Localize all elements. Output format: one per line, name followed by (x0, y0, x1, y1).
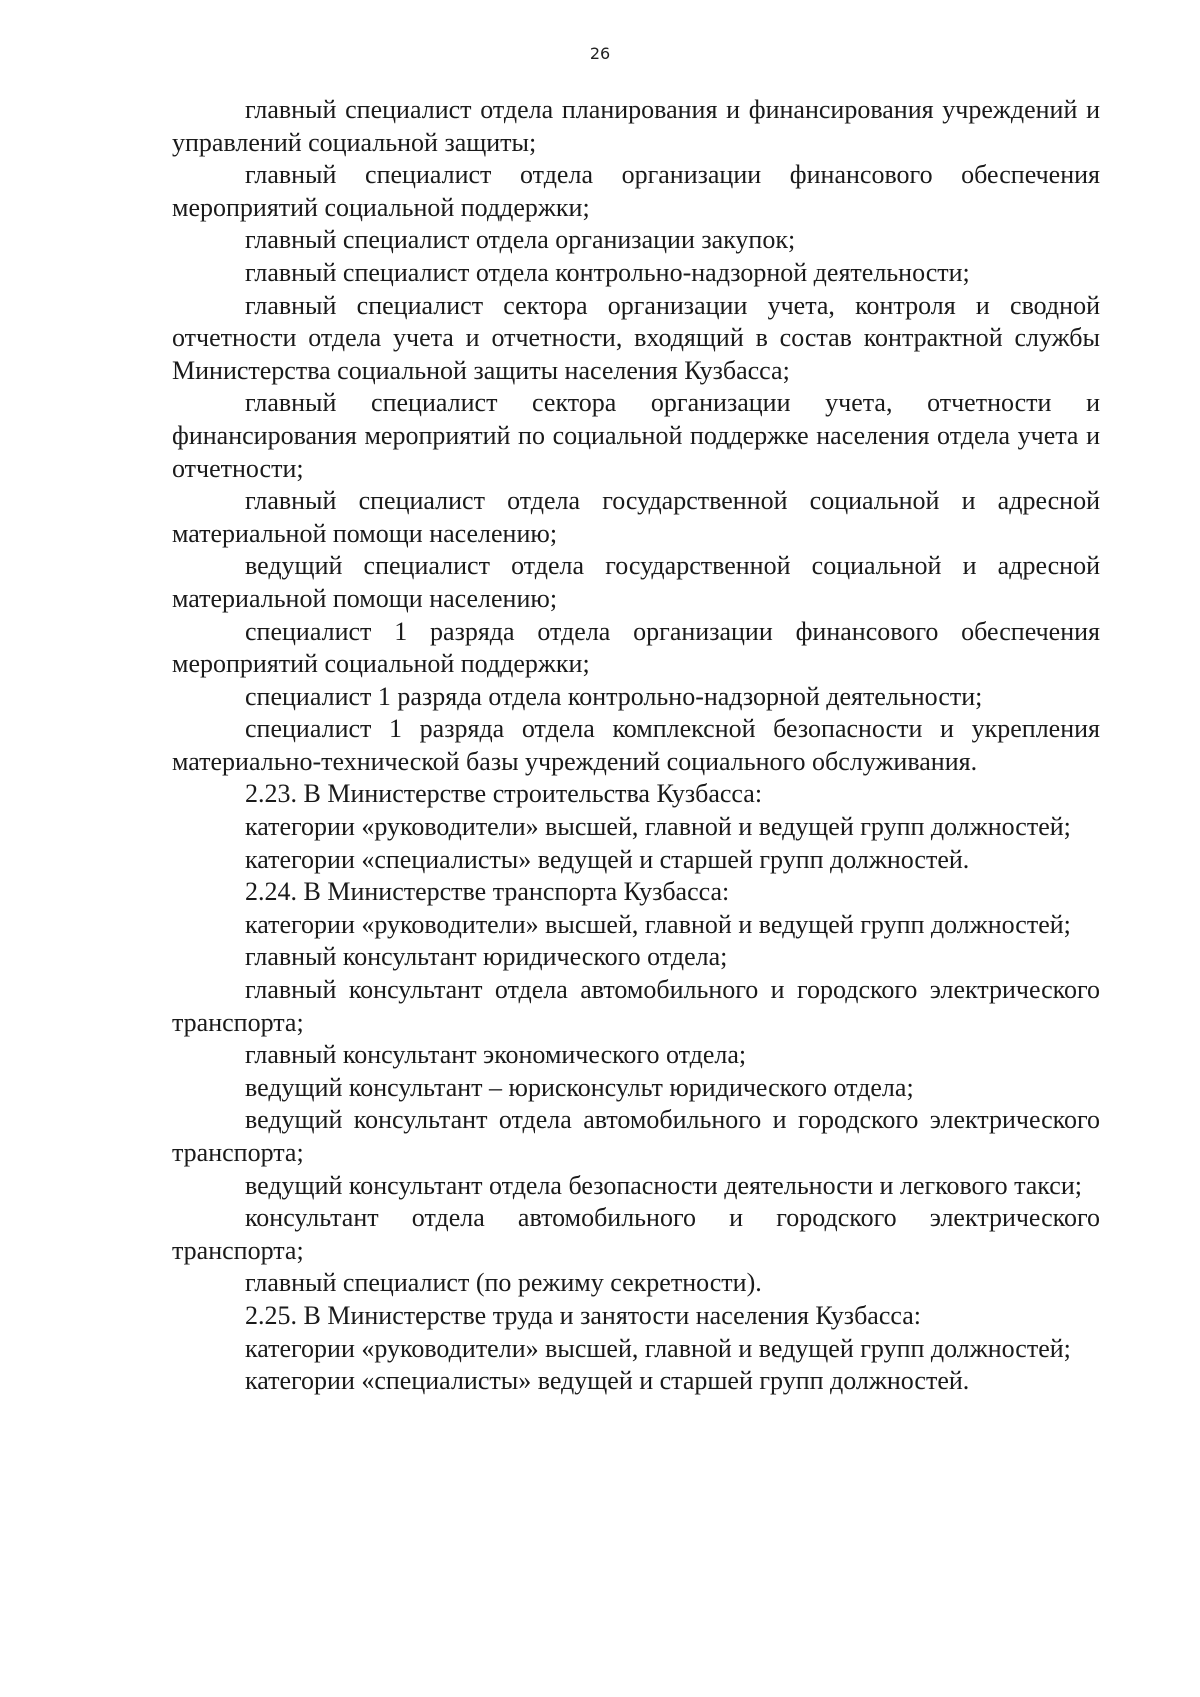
paragraph: ведущий специалист отдела государственной социальной и адресной материальной помощи населению; (172, 551, 1100, 613)
paragraph: главный специалист (по режиму секретности). (245, 1268, 762, 1298)
paragraph: категории «руководители» высшей, главной и ведущей групп должностей; (245, 1333, 1071, 1363)
paragraph: главный консультант экономического отдела; (245, 1040, 747, 1070)
paragraph: главный специалист сектора организации учета, отчетности и финансирования мероприятий по социальной поддержке населения отдела учета и отчетности; (172, 388, 1100, 483)
paragraph: главный специалист отдела государственной социальной и адресной материальной помощи населению; (172, 486, 1100, 548)
section-heading: 2.24. В Министерстве транспорта Кузбасса: (245, 877, 730, 907)
paragraph: главный специалист отдела контрольно-надзорной деятельности; (245, 257, 970, 287)
paragraph: главный специалист сектора организации учета, контроля и сводной отчетности отдела учета и отчетности, входящий в состав контрактной службы Министерства социальной защиты населения Кузбасса; (172, 290, 1100, 385)
paragraph: категории «руководители» высшей, главной и ведущей групп должностей; (245, 909, 1071, 939)
paragraph: главный специалист отдела организации финансового обеспечения мероприятий социальной поддержки; (172, 160, 1100, 222)
paragraph: специалист 1 разряда отдела комплексной безопасности и укрепления материально-технической базы учреждений социального обслуживания. (172, 714, 1100, 776)
paragraph: ведущий консультант отдела автомобильного и городского электрического транспорта; (172, 1105, 1100, 1167)
paragraph: специалист 1 разряда отдела контрольно-надзорной деятельности; (245, 681, 983, 711)
paragraph: категории «руководители» высшей, главной и ведущей групп должностей; (245, 812, 1071, 842)
paragraph: категории «специалисты» ведущей и старшей групп должностей. (245, 844, 970, 874)
paragraph: специалист 1 разряда отдела организации финансового обеспечения мероприятий социальной поддержки; (172, 616, 1100, 679)
paragraph: главный консультант отдела автомобильного и городского электрического транспорта; (172, 975, 1100, 1037)
paragraph: главный консультант юридического отдела; (245, 942, 728, 972)
paragraph: ведущий консультант отдела безопасности деятельности и легкового такси; (245, 1170, 1082, 1200)
paragraph: консультант отдела автомобильного и городского электрического транспорта; (172, 1203, 1100, 1265)
page-number: 26 (589, 44, 611, 63)
section-heading: 2.23. В Министерстве строительства Кузбасса: (245, 779, 763, 809)
paragraph: главный специалист отдела планирования и финансирования учреждений и управлений социальной защиты; (172, 95, 1100, 157)
paragraph: главный специалист отдела организации закупок; (245, 225, 796, 255)
document-body (172, 94, 1100, 1398)
paragraph: ведущий консультант – юрисконсульт юридического отдела; (245, 1072, 914, 1102)
section-heading: 2.25. В Министерстве труда и занятости населения Кузбасса: (245, 1300, 921, 1330)
paragraph: категории «специалисты» ведущей и старшей групп должностей. (245, 1366, 970, 1396)
